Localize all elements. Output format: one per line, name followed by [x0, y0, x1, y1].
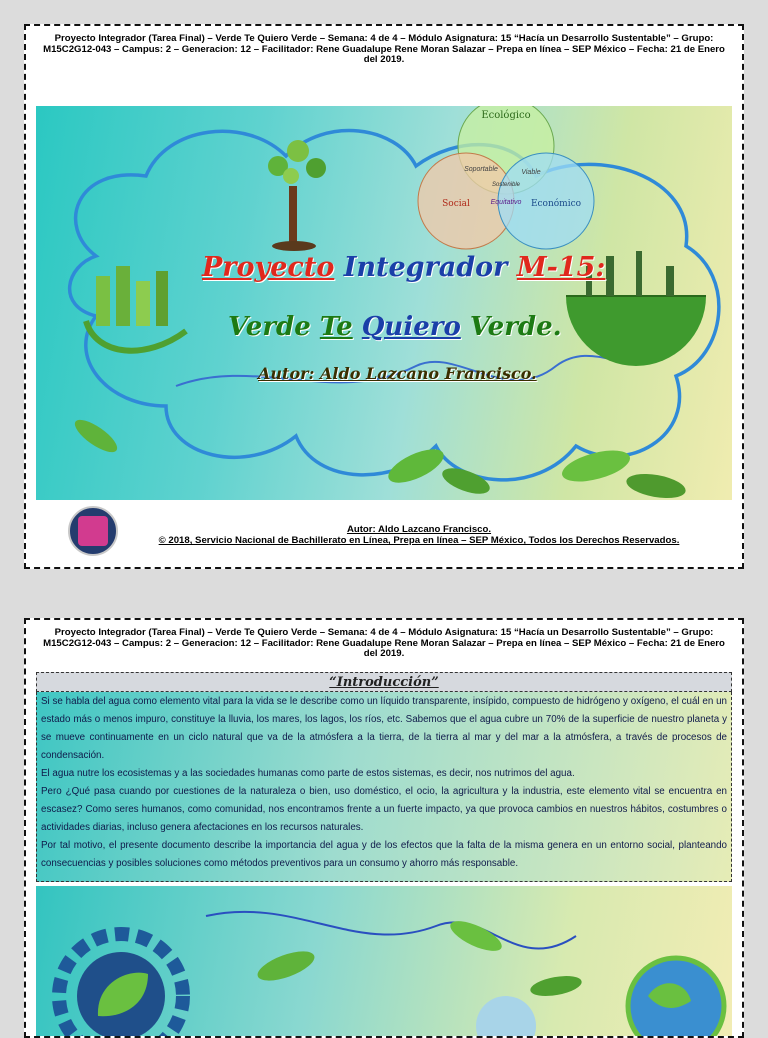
intro-artwork — [36, 886, 732, 1038]
intro-illustration — [36, 886, 732, 1038]
intro-paragraph: Pero ¿Qué pasa cuando por cuestiones de la naturaleza o bien, uso doméstico, el ocio, la agricultura y la industria, este elemento vital se encuentra en escasez? Como seres humanos, como comunidad, nos encontramos frente a un fuerte impacto, ya que provoca cambios en nuestros hábitos, costumbres o actividades diarias, incluso genera afectaciones en los recursos naturales. — [41, 786, 727, 833]
cover-artwork — [36, 106, 732, 500]
page-header: Proyecto Integrador (Tarea Final) – Verde Te Quiero Verde – Semana: 4 de 4 – Módulo Asignatura: 15 “Hacía un Desarrollo Sustentable” – Grupo: M15C2G12-043 – Campus: 2 – Generacion: 12 – Facilitador: Rene Guadalupe Rene Moran Salazar – Prepa en línea – SEP México – Fecha: 21 de Enero del 2019. — [43, 627, 725, 660]
city-hands-icon — [86, 266, 186, 351]
scribble — [206, 912, 576, 949]
intro-section — [36, 672, 732, 882]
leaves-decoration — [70, 414, 687, 500]
intro-heading: “Introducción” — [36, 672, 732, 692]
cover-footer — [116, 524, 722, 546]
gear-icon — [59, 934, 183, 1038]
footer-author: Autor: Aldo Lazcano Francisco. — [346, 524, 492, 535]
svg-text:Equitativo: Equitativo — [490, 199, 522, 206]
tree-icon — [268, 140, 326, 251]
svg-text:Viable: Viable — [521, 169, 541, 176]
footer-copyright: © 2018, Servicio Nacional de Bachillerato en Línea, Prepa en línea – SEP México, Todos los Derechos Reservados. — [158, 535, 680, 547]
logo-mark — [78, 516, 108, 546]
cover-author: Autor: Aldo Lazcano Francisco. — [258, 364, 537, 383]
page-header: Proyecto Integrador (Tarea Final) – Verde Te Quiero Verde – Semana: 4 de 4 – Módulo Asignatura: 15 “Hacía un Desarrollo Sustentable” – Grupo: M15C2G12-043 – Campus: 2 – Generacion: 12 – Facilitador: Rene Guadalupe Rene Moran Salazar – Prepa en línea – SEP México – Fecha: 21 de Enero del 2019. — [43, 33, 725, 66]
cover-title-line1: Proyecto Integrador M-15: — [202, 252, 606, 283]
intro-paragraph: El agua nutre los ecosistemas y a las sociedades humanas como parte de estos sistemas, es decir, nos nutrimos del agua. — [41, 768, 575, 779]
intro-page — [24, 618, 744, 1038]
earth-ball-icon — [476, 996, 536, 1038]
intro-paragraph: Por tal motivo, el presente documento describe la importancia del agua y de los efectos que la falta de la misma genera en un entorno social, planteando consecuencias y posibles soluciones como métodos preventivos para un consumo y ahorro más responsable. — [41, 840, 727, 869]
prepa-en-linea-logo — [68, 506, 118, 556]
svg-text:Social: Social — [442, 199, 470, 209]
leaves-decoration — [254, 915, 583, 999]
intro-paragraph: Si se habla del agua como elemento vital para la vida se le describe como un líquido transparente, insípido, compuesto de hidrógeno y oxígeno, el cuál en un estado más o menos impuro, constituye la lluvia, los mares, los lagos, los ríos, etc. Sabemos que el agua cubre un 70% de la superficie de nuestro planeta y se mueve continuamente en un ciclo natural que va de la atmósfera a la tierra, de la tierra al mar y del mar a la atmósfera, a través de procesos de condensación. — [41, 696, 727, 761]
svg-text:Ecológico: Ecológico — [481, 110, 531, 121]
globe-icon — [628, 958, 724, 1038]
svg-text:Sostenible: Sostenible — [491, 182, 521, 188]
svg-text:Soportable: Soportable — [464, 166, 498, 173]
intro-body — [36, 692, 732, 882]
venn-diagram — [418, 106, 594, 249]
cover-banner — [36, 106, 732, 500]
cover-page — [24, 24, 744, 569]
svg-text:Económico: Económico — [530, 199, 582, 209]
cover-title-line2: Verde Te Quiero Verde. — [228, 312, 562, 342]
